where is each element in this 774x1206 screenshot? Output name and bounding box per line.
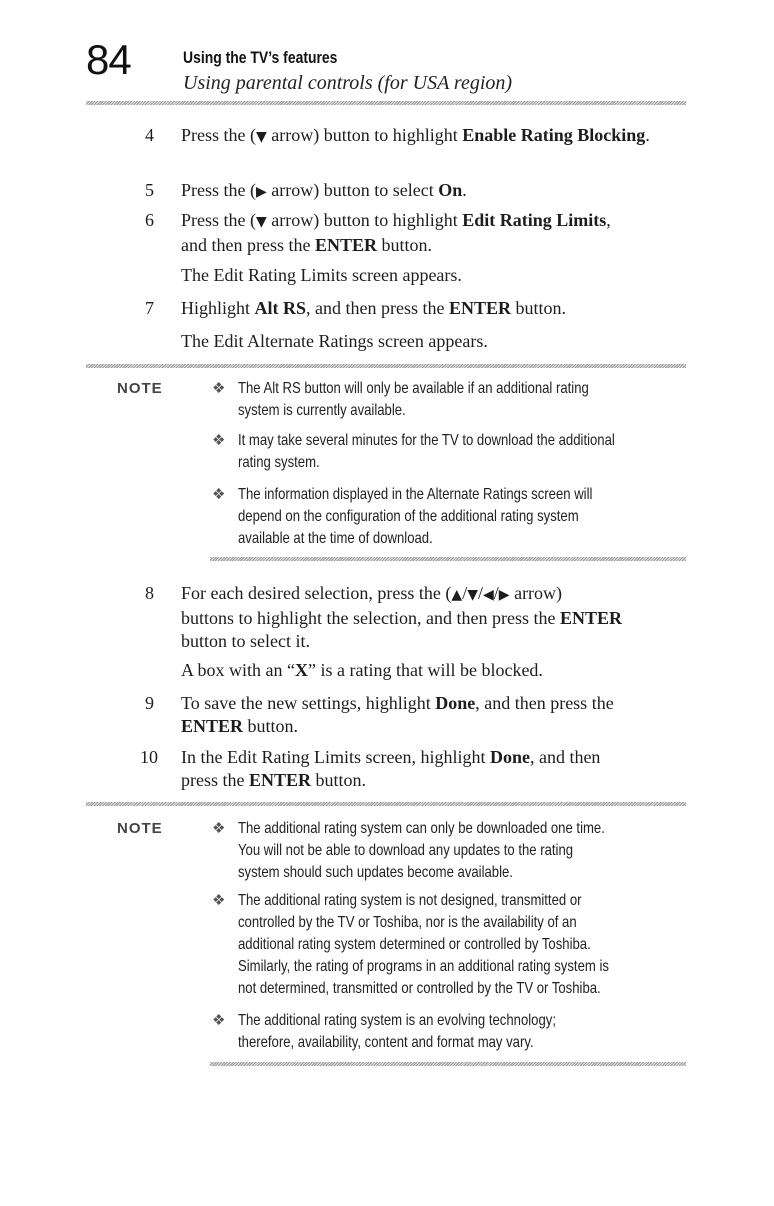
step-number: 5 <box>145 180 154 200</box>
step-number: 6 <box>145 210 154 230</box>
bullet-diamond-icon: ❖ <box>212 486 226 503</box>
bullet-diamond-icon: ❖ <box>212 432 226 449</box>
page-number: 84 <box>86 36 131 83</box>
result-text: A box with an “X” is a rating that will be blocked. <box>181 660 543 680</box>
step-number: 9 <box>145 693 154 713</box>
down-arrow-icon: ▼ <box>467 587 478 603</box>
right-arrow-icon: ▶ <box>498 587 510 603</box>
note-label: NOTE <box>117 380 163 397</box>
bullet-diamond-icon: ❖ <box>212 820 226 837</box>
result-text: The Edit Alternate Ratings screen appears. <box>181 331 488 351</box>
left-arrow-icon: ◀ <box>483 587 494 603</box>
bullet-diamond-icon: ❖ <box>212 1012 226 1029</box>
step-number: 8 <box>145 583 154 603</box>
bullet-diamond-icon: ❖ <box>212 380 226 397</box>
note-bottom-divider <box>210 1062 686 1066</box>
down-arrow-icon: ▼ <box>256 214 267 230</box>
step-number: 4 <box>145 125 154 145</box>
step-number: 7 <box>145 298 154 318</box>
step-number: 10 <box>140 747 158 767</box>
chapter-title: Using the TV’s features <box>183 48 338 67</box>
bullet-diamond-icon: ❖ <box>212 892 226 909</box>
down-arrow-icon: ▼ <box>256 129 267 145</box>
header-divider <box>86 101 686 105</box>
up-arrow-icon: ▲ <box>451 587 463 603</box>
note-top-divider <box>86 802 686 806</box>
section-title: Using parental controls (for USA region) <box>183 72 513 94</box>
note-top-divider <box>86 364 686 368</box>
right-arrow-icon: ▶ <box>256 184 267 200</box>
result-text: The Edit Rating Limits screen appears. <box>181 265 462 285</box>
note-label: NOTE <box>117 820 163 837</box>
note-bottom-divider <box>210 557 686 561</box>
